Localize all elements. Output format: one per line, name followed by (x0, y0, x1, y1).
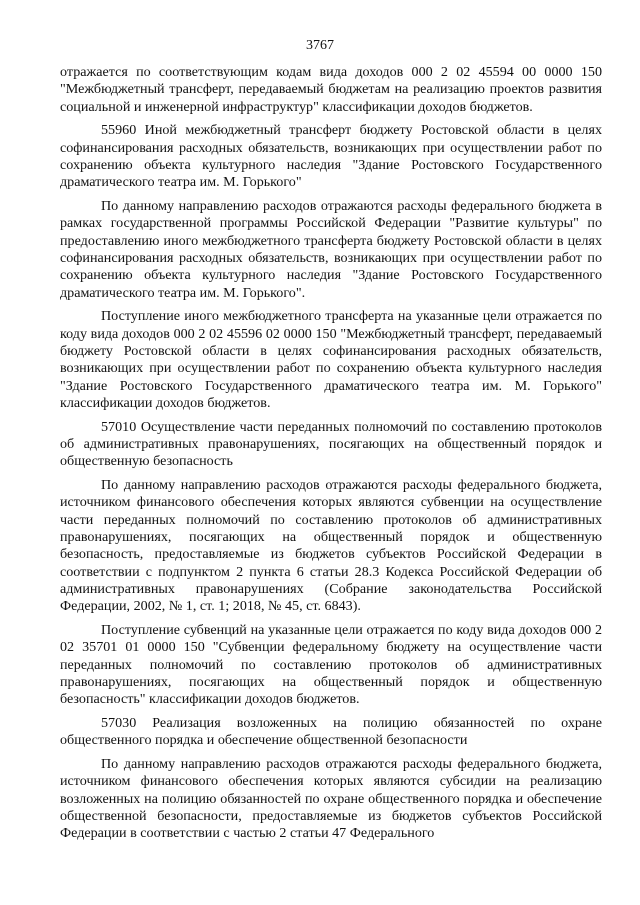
paragraph: Поступление субвенций на указанные цели отражается по коду вида доходов 000 2 02 35701 01 0000 150 "Субвенции федеральному бюджету на осуществление части переданных полномочий по составлению протоколов об административных правонарушениях, посягающих на общественный порядок и общественную безопасность" классификации доходов бюджетов. (60, 621, 602, 708)
paragraph: По данному направлению расходов отражаются расходы федерального бюджета в рамках государственной программы Российской Федерации "Развитие культуры" по предоставлению иного межбюджетного трансферта бюджету Ростовской области в целях софинансирования расходных обязательств, возникающих при осуществлении работ по сохранению объекта культурного наследия "Здание Ростовского Государственного драматического театра им. М. Горького". (60, 198, 602, 301)
section-heading-55960: 55960 Иной межбюджетный трансферт бюджету Ростовской области в целях софинансирования расходных обязательств, возникающих при осуществлении работ по сохранению объекта культурного наследия "Здание Ростовского Государственного драматического театра им. М. Горького" (60, 122, 602, 191)
paragraph: Поступление иного межбюджетного трансферта на указанные цели отражается по коду вида доходов 000 2 02 45596 02 0000 150 "Межбюджетный трансферт, передаваемый бюджету Ростовской области в целях софинансирования расходных обязательств, возникающих при осуществлении работ по сохранению объекта культурного наследия "Здание Ростовского Государственного драматического театра им. М. Горького" классификации доходов бюджетов. (60, 308, 602, 411)
paragraph-continuation: отражается по соответствующим кодам вида доходов 000 2 02 45594 00 0000 150 "Межбюджетный трансферт, передаваемый бюджетам на реализацию проектов развития социальной и инженерной инфраструктур" классификации доходов бюджетов. (60, 64, 602, 115)
document-body (60, 64, 602, 849)
section-heading-57030: 57030 Реализация возложенных на полицию обязанностей по охране общественного порядка и обеспечение общественной безопасности (60, 714, 602, 749)
page-number: 3767 (306, 38, 334, 53)
section-heading-57010: 57010 Осуществление части переданных полномочий по составлению протоколов об административных правонарушениях, посягающих на общественный порядок и общественную безопасность (60, 418, 602, 470)
paragraph: По данному направлению расходов отражаются расходы федерального бюджета, источником финансового обеспечения которых являются субвенции на осуществление части переданных полномочий по составлению протоколов об административных правонарушениях, посягающих на общественный порядок и общественную безопасность, предоставляемые из бюджетов субъектов Российской Федерации в соответствии с подпунктом 2 пункта 6 статьи 28.3 Кодекса Российской Федерации об административных правонарушениях (Собрание законодательства Российской Федерации, 2002, № 1, ст. 1; 2018, № 45, ст. 6843). (60, 477, 602, 615)
paragraph: По данному направлению расходов отражаются расходы федерального бюджета, источником финансового обеспечения которых являются субсидии на реализацию возложенных на полицию обязанностей по охране общественного порядка и обеспечение общественной безопасности, предоставляемые из бюджетов субъектов Российской Федерации в соответствии с частью 2 статьи 47 Федерального (60, 755, 602, 842)
